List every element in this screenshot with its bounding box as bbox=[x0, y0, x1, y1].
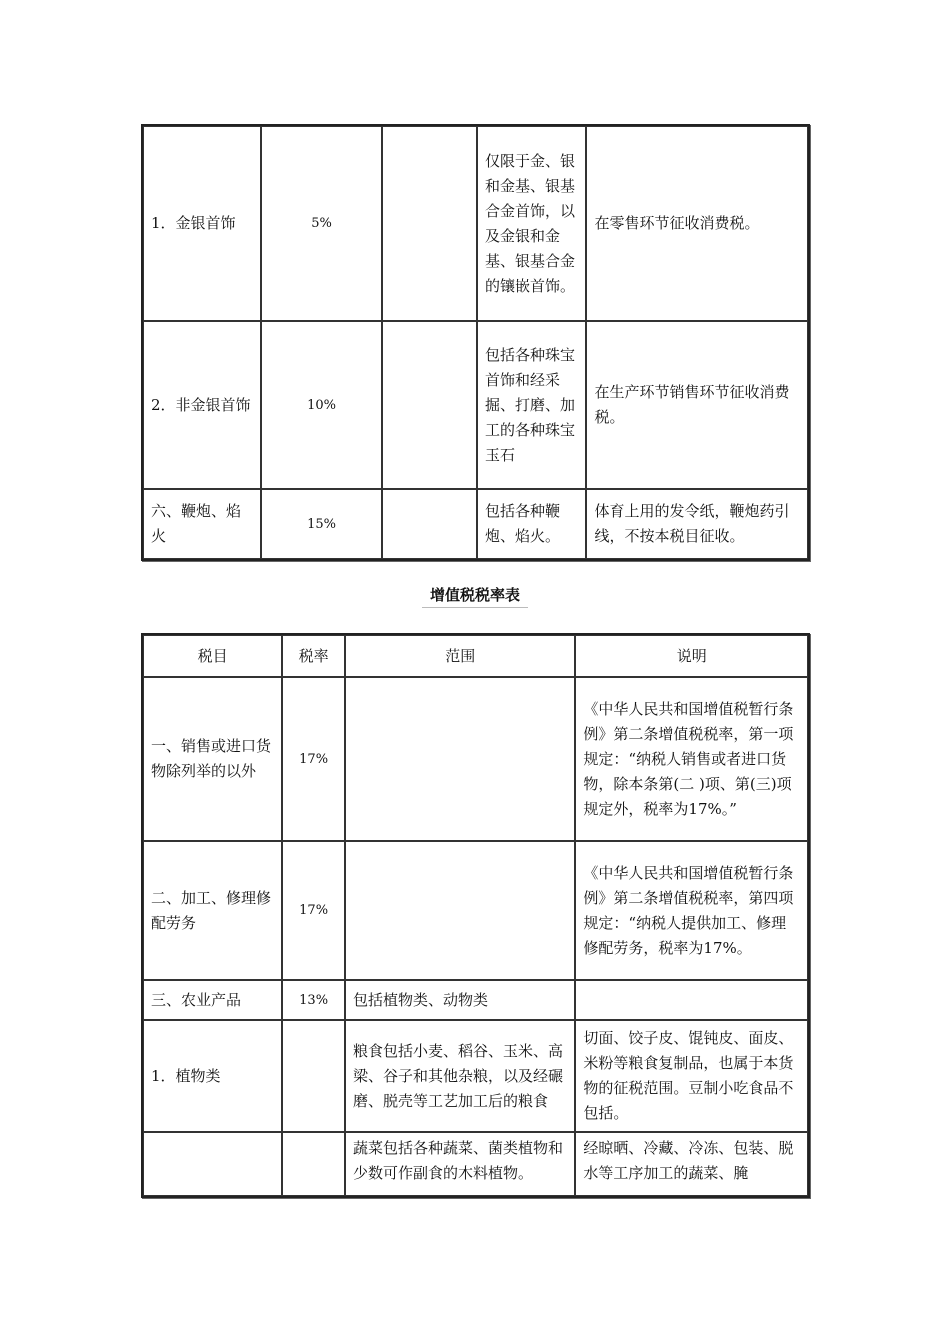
scope-cell bbox=[345, 841, 575, 980]
item-cell: 三、农业产品 bbox=[143, 980, 282, 1020]
table-row bbox=[143, 841, 808, 980]
scope-cell: 蔬菜包括各种蔬菜、菌类植物和少数可作副食的木料植物。 bbox=[345, 1132, 575, 1196]
item-cell: 六、鞭炮、焰火 bbox=[143, 489, 261, 559]
rate-cell: 10% bbox=[261, 321, 381, 489]
rate-cell bbox=[282, 1020, 345, 1132]
rate-cell bbox=[282, 1132, 345, 1196]
header-item: 税目 bbox=[143, 635, 282, 677]
table-row bbox=[143, 126, 808, 321]
item-cell: 二、加工、修理修配劳务 bbox=[143, 841, 282, 980]
vat-rate-table bbox=[141, 633, 810, 1198]
rate-cell: 5% bbox=[261, 126, 381, 321]
table-row bbox=[143, 1132, 808, 1196]
rate-cell: 17% bbox=[282, 677, 345, 841]
note-cell: 《中华人民共和国增值税暂行条例》第二条增值税税率，第四项规定：“纳税人提供加工、修理修配劳务，税率为17%。 bbox=[575, 841, 808, 980]
header-row bbox=[143, 635, 808, 677]
blank-cell bbox=[382, 126, 477, 321]
scope-cell: 包括各种珠宝首饰和经采掘、打磨、加工的各种珠宝玉石 bbox=[477, 321, 586, 489]
table-row bbox=[143, 489, 808, 559]
vat-table-title: 增值税税率表 bbox=[0, 584, 950, 605]
table-row bbox=[143, 321, 808, 489]
table-row bbox=[143, 1020, 808, 1132]
table-row bbox=[143, 677, 808, 841]
note-cell: 体育上用的发令纸，鞭炮药引线，不按本税目征收。 bbox=[586, 489, 808, 559]
header-rate: 税率 bbox=[282, 635, 345, 677]
table-row bbox=[143, 980, 808, 1020]
blank-cell bbox=[382, 321, 477, 489]
note-cell bbox=[575, 980, 808, 1020]
consumption-tax-table bbox=[141, 124, 810, 561]
rate-cell: 17% bbox=[282, 841, 345, 980]
scope-cell: 包括植物类、动物类 bbox=[345, 980, 575, 1020]
scope-cell: 仅限于金、银和金基、银基合金首饰，以及金银和金基、银基合金的镶嵌首饰。 bbox=[477, 126, 586, 321]
rate-cell: 13% bbox=[282, 980, 345, 1020]
scope-cell: 粮食包括小麦、稻谷、玉米、高梁、谷子和其他杂粮，以及经碾磨、脱壳等工艺加工后的粮食 bbox=[345, 1020, 575, 1132]
note-cell: 《中华人民共和国增值税暂行条例》第二条增值税税率，第一项规定：“纳税人销售或者进口货物，除本条第(二 )项、第(三)项规定外，税率为17%。” bbox=[575, 677, 808, 841]
scope-cell bbox=[345, 677, 575, 841]
note-cell: 在零售环节征收消费税。 bbox=[586, 126, 808, 321]
header-note: 说明 bbox=[575, 635, 808, 677]
note-cell: 经晾晒、冷藏、冷冻、包装、脱水等工序加工的蔬菜、腌 bbox=[575, 1132, 808, 1196]
item-cell: 1．金银首饰 bbox=[143, 126, 261, 321]
scope-cell: 包括各种鞭炮、焰火。 bbox=[477, 489, 586, 559]
note-cell: 在生产环节销售环节征收消费税。 bbox=[586, 321, 808, 489]
header-scope: 范围 bbox=[345, 635, 575, 677]
item-cell: 1．植物类 bbox=[143, 1020, 282, 1132]
rate-cell: 15% bbox=[261, 489, 381, 559]
item-cell: 2．非金银首饰 bbox=[143, 321, 261, 489]
blank-cell bbox=[382, 489, 477, 559]
item-cell bbox=[143, 1132, 282, 1196]
note-cell: 切面、饺子皮、馄钝皮、面皮、米粉等粮食复制品，也属于本货物的征税范围。豆制小吃食品不包括。 bbox=[575, 1020, 808, 1132]
item-cell: 一、销售或进口货物除列举的以外 bbox=[143, 677, 282, 841]
